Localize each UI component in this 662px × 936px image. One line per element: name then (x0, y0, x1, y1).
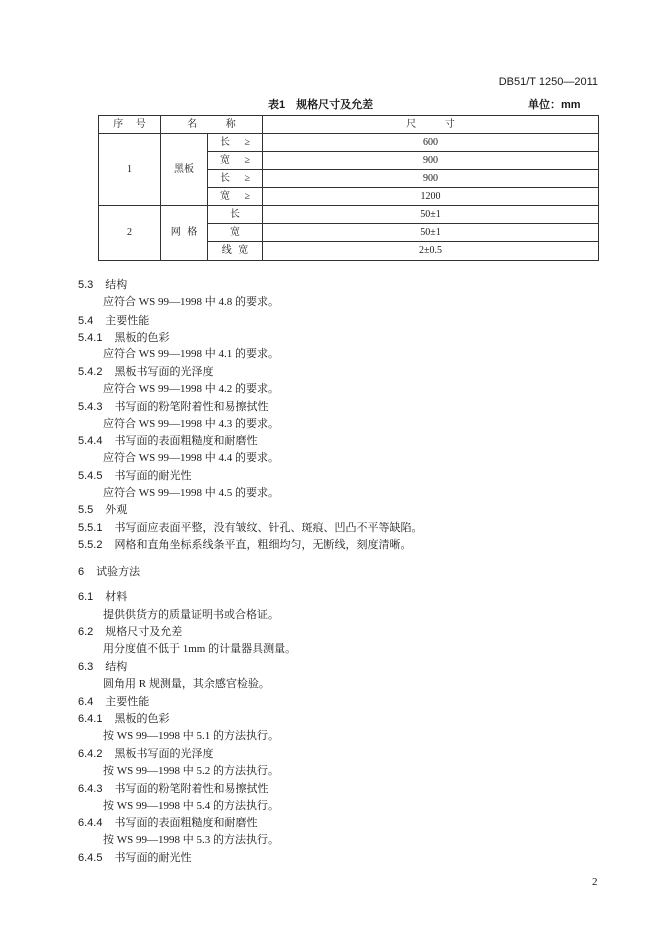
clause-title: 结构 (105, 661, 128, 673)
clause-title: 黑板的色彩 (114, 332, 170, 344)
row-value: 50±1 (263, 206, 599, 224)
clause-body: 按 WS 99—1998 中 5.3 的方法执行。 (103, 834, 279, 846)
clause-number: 6.3 (78, 661, 94, 673)
group-no: 1 (99, 134, 161, 206)
clause-number: 6.4.5 (78, 852, 103, 864)
clause-title: 书写面的耐光性 (114, 470, 192, 482)
clause-item (78, 538, 411, 552)
spec-table (98, 115, 599, 261)
clause-heading (78, 365, 213, 379)
clause-heading (78, 816, 257, 830)
group-name: 网 格 (161, 206, 208, 261)
row-label: 长 ≥ (208, 170, 263, 188)
clause-heading (78, 660, 127, 674)
clause-number: 5.4.5 (78, 470, 103, 482)
row-value: 50±1 (263, 224, 599, 242)
clause-text: 网格和直角坐标系线条平直，粗细均匀，无断线，刻度清晰。 (114, 539, 412, 551)
row-label: 长 (208, 206, 263, 224)
header-no: 序 号 (99, 116, 161, 134)
clause-heading (78, 434, 257, 448)
clause-heading (78, 314, 149, 328)
clause-title: 书写面的表面粗糙度和耐磨性 (114, 435, 258, 447)
table-header-row (99, 116, 599, 134)
row-value: 900 (263, 152, 599, 170)
clause-title: 书写面的表面粗糙度和耐磨性 (114, 817, 258, 829)
clause-title: 书写面的耐光性 (114, 852, 192, 864)
clause-body: 应符合 WS 99—1998 中 4.4 的要求。 (103, 452, 279, 464)
clause-body: 按 WS 99—1998 中 5.2 的方法执行。 (103, 765, 279, 777)
clause-body: 应符合 WS 99—1998 中 4.3 的要求。 (103, 418, 279, 430)
row-label: 宽 ≥ (208, 152, 263, 170)
clause-heading (78, 278, 127, 292)
clause-body: 提供供货方的质量证明书或合格证。 (103, 609, 279, 621)
clause-title: 结构 (105, 279, 128, 291)
clause-body: 应符合 WS 99—1998 中 4.5 的要求。 (103, 487, 279, 499)
clause-body: 应符合 WS 99—1998 中 4.8 的要求。 (103, 296, 279, 308)
clause-number: 6.2 (78, 626, 94, 638)
clause-title: 外观 (105, 504, 128, 516)
clause-body: 应符合 WS 99—1998 中 4.2 的要求。 (103, 383, 279, 395)
clause-heading (78, 747, 213, 761)
row-value: 1200 (263, 188, 599, 206)
clause-title: 黑板书写面的光泽度 (114, 366, 214, 378)
clause-number: 5.5.2 (78, 539, 103, 551)
clause-heading (78, 695, 149, 709)
row-value: 900 (263, 170, 599, 188)
clause-body: 用分度值不低于 1mm 的计量器具测量。 (103, 643, 297, 655)
clause-title: 规格尺寸及允差 (105, 626, 183, 638)
row-label: 宽 (208, 224, 263, 242)
table-caption: 表1 规格尺寸及允差 (268, 99, 374, 111)
clause-heading (78, 590, 127, 604)
group-name: 黑板 (161, 134, 208, 206)
clause-text: 书写面应表面平整，没有皱纹、针孔、斑痕、凹凸不平等缺陷。 (114, 522, 423, 534)
clause-number: 5.3 (78, 279, 94, 291)
clause-title: 主要性能 (105, 315, 150, 327)
row-label: 宽 ≥ (208, 188, 263, 206)
table-row (99, 134, 599, 152)
clause-number: 5.4.2 (78, 366, 103, 378)
header-size: 尺 寸 (263, 116, 599, 134)
clause-body: 圆角用 R 规测量，其余感官检验。 (103, 678, 270, 690)
clause-number: 6.4.4 (78, 817, 103, 829)
chapter-number: 6 (78, 566, 85, 578)
clause-body: 应符合 WS 99—1998 中 4.1 的要求。 (103, 348, 279, 360)
chapter-heading (78, 565, 140, 579)
row-label: 长 ≥ (208, 134, 263, 152)
clause-title: 黑板的色彩 (114, 713, 170, 725)
clause-number: 6.4 (78, 696, 94, 708)
clause-number: 6.1 (78, 591, 94, 603)
clause-title: 材料 (105, 591, 128, 603)
row-value: 600 (263, 134, 599, 152)
clause-number: 6.4.3 (78, 783, 103, 795)
clause-heading (78, 712, 169, 726)
document-code: DB51/T 1250—2011 (498, 76, 598, 88)
clause-body: 按 WS 99—1998 中 5.4 的方法执行。 (103, 800, 279, 812)
clause-heading (78, 782, 268, 796)
clause-item (78, 521, 422, 535)
clause-heading (78, 851, 191, 865)
clause-number: 5.5 (78, 504, 94, 516)
clause-number: 5.5.1 (78, 522, 103, 534)
clause-number: 5.4.3 (78, 401, 103, 413)
page-number: 2 (592, 876, 598, 888)
clause-number: 5.4.1 (78, 332, 103, 344)
clause-title: 主要性能 (105, 696, 150, 708)
clause-title: 书写面的粉笔附着性和易擦拭性 (114, 783, 269, 795)
clause-heading (78, 331, 169, 345)
chapter-title: 试验方法 (96, 566, 141, 578)
header-name: 名 称 (161, 116, 263, 134)
clause-body: 按 WS 99—1998 中 5.1 的方法执行。 (103, 730, 279, 742)
clause-heading (78, 503, 127, 517)
clause-heading (78, 625, 182, 639)
clause-number: 6.4.2 (78, 748, 103, 760)
clause-heading (78, 400, 268, 414)
clause-title: 黑板书写面的光泽度 (114, 748, 214, 760)
clause-number: 6.4.1 (78, 713, 103, 725)
clause-heading (78, 469, 191, 483)
group-no: 2 (99, 206, 161, 261)
row-value: 2±0.5 (263, 242, 599, 261)
clause-number: 5.4 (78, 315, 94, 327)
table-row (99, 206, 599, 224)
clause-title: 书写面的粉笔附着性和易擦拭性 (114, 401, 269, 413)
row-label: 线 宽 (208, 242, 263, 261)
clause-number: 5.4.4 (78, 435, 103, 447)
table-unit: 单位：mm (528, 99, 581, 111)
